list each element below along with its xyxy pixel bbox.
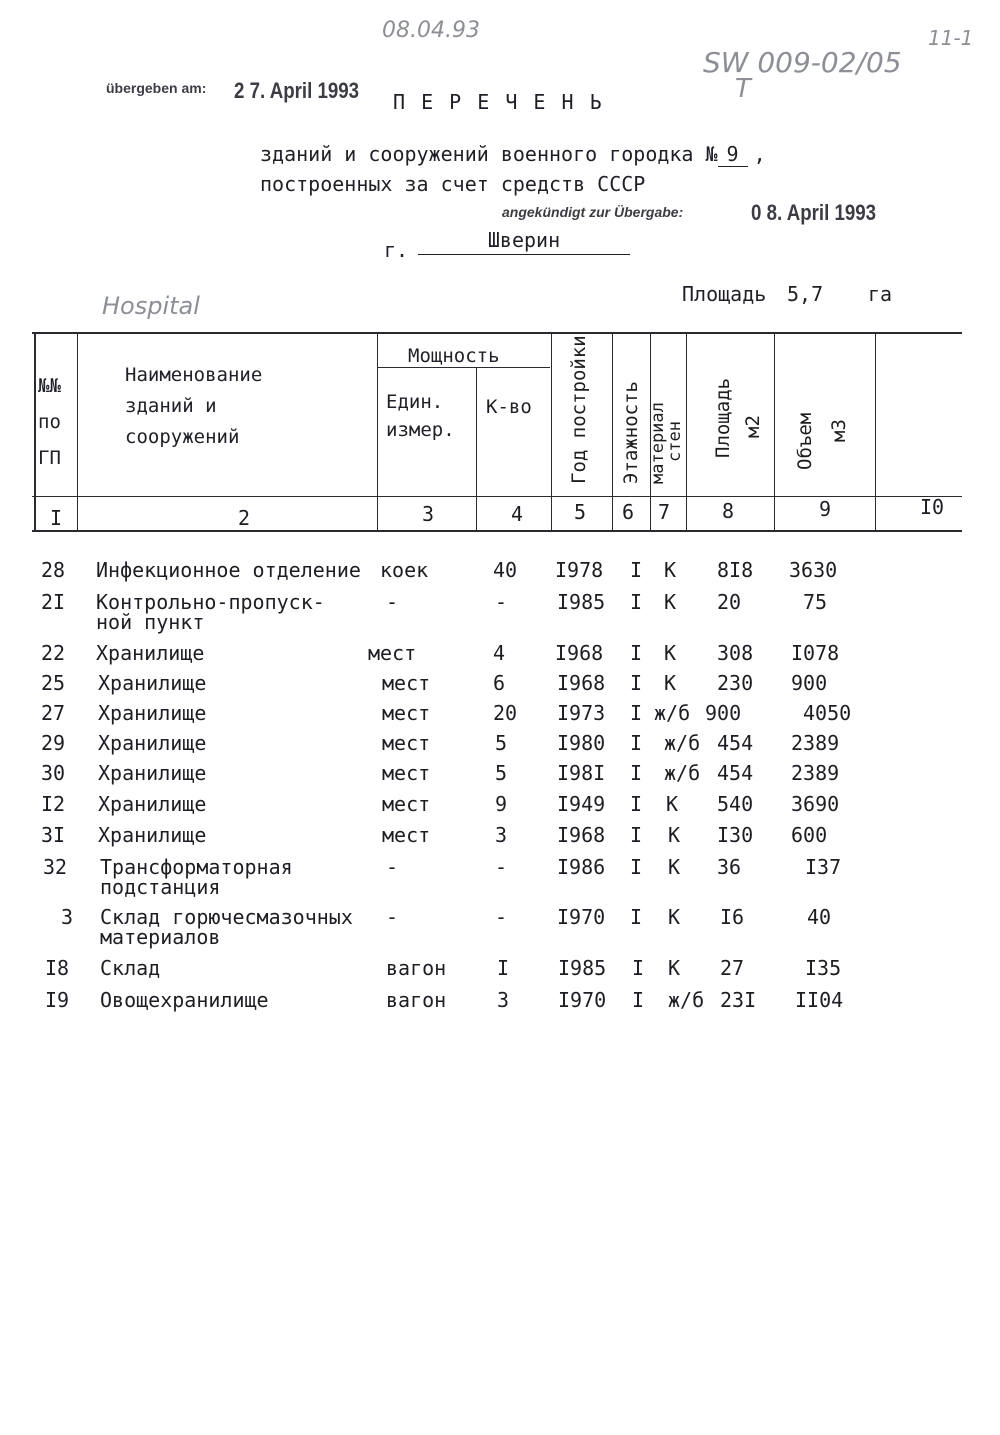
cell-no: I2 <box>40 792 66 816</box>
header-unit-line: измер. <box>386 419 455 441</box>
header-no <box>38 368 61 476</box>
cell-name-line: подстанция <box>100 875 221 899</box>
cell-name-line: Хранилище <box>98 823 207 847</box>
cell-name-line: Хранилище <box>98 761 207 785</box>
cell-qty: 4 <box>493 641 506 665</box>
cell-qty: 6 <box>493 671 506 695</box>
cell-wall: ж/б <box>654 701 691 725</box>
cell-no: 22 <box>40 641 66 665</box>
cell-area: I30 <box>717 823 754 847</box>
cell-name <box>98 794 206 814</box>
header-name-line: сооружений <box>125 426 240 448</box>
col-number: 3 <box>422 502 435 526</box>
header-name <box>125 360 262 453</box>
subtitle-text: зданий и сооружений военного городка № <box>260 142 718 166</box>
cell-qty: 20 <box>493 701 518 725</box>
cell-no: I8 <box>44 956 70 980</box>
cell-name-line: Хранилище <box>98 731 207 755</box>
cell-volume: 75 <box>803 590 828 614</box>
cell-floors: I <box>630 855 643 879</box>
cell-year: I968 <box>555 641 604 665</box>
cell-name-line: Хранилище <box>98 701 207 725</box>
cell-wall: К <box>668 823 681 847</box>
header-name-line: зданий и <box>125 395 217 417</box>
cell-no: I9 <box>44 988 70 1012</box>
cell-area: 454 <box>717 731 754 755</box>
cell-name-line: Трансформаторная <box>100 855 293 879</box>
cell-area: 20 <box>717 590 742 614</box>
cell-floors: I <box>630 731 643 755</box>
cell-volume: 3630 <box>789 558 838 582</box>
cell-floors: I <box>630 761 643 785</box>
header-volume-line: Объем <box>794 412 816 470</box>
cell-year: I980 <box>557 731 606 755</box>
header-volume <box>788 413 856 470</box>
cell-volume: 2389 <box>791 731 840 755</box>
cell-qty: - <box>495 905 508 929</box>
city-name: Шверин <box>418 228 630 255</box>
header-no-line: по <box>38 411 61 433</box>
cell-unit: мест <box>382 701 431 725</box>
cell-unit: - <box>386 590 399 614</box>
grid-v2 <box>377 332 378 532</box>
cell-name-line: Овощехранилище <box>100 988 269 1012</box>
cell-qty: 9 <box>495 792 508 816</box>
cell-floors: I <box>632 988 645 1012</box>
cell-floors: I <box>630 641 643 665</box>
announced-stamp-label: angekündigt zur Übergabe: <box>502 204 684 220</box>
cell-name <box>96 560 361 580</box>
cell-area: 36 <box>717 855 742 879</box>
cell-name-line: Контрольно-пропуск- <box>96 590 325 614</box>
grid-capacity-sub <box>378 367 550 368</box>
cell-unit: - <box>386 905 399 929</box>
cell-floors: I <box>630 558 643 582</box>
grid-v7 <box>686 332 687 532</box>
cell-name-line: Склад <box>100 956 161 980</box>
cell-area: 900 <box>705 701 742 725</box>
cell-name-line: Склад горючесмазочных <box>100 905 353 929</box>
cell-name-line: Хранилище <box>98 671 207 695</box>
handwritten-reference-mark: T <box>735 74 751 104</box>
cell-volume: I078 <box>791 641 840 665</box>
cell-name <box>96 592 325 632</box>
cell-floors: I <box>630 671 643 695</box>
cell-floors: I <box>630 590 643 614</box>
cell-year: I949 <box>557 792 606 816</box>
col-number: 7 <box>658 500 671 524</box>
cell-year: I985 <box>557 590 606 614</box>
grid-v0 <box>34 332 36 532</box>
col-number: 2 <box>238 506 251 530</box>
cell-area: 308 <box>717 641 754 665</box>
cell-name-line: Хранилище <box>96 641 205 665</box>
cell-volume: II04 <box>795 988 844 1012</box>
cell-volume: 40 <box>807 905 832 929</box>
cell-year: I986 <box>557 855 606 879</box>
cell-floors: I <box>630 905 643 929</box>
cell-wall: ж/б <box>664 761 701 785</box>
grid-top <box>32 332 962 334</box>
cell-name-line: материалов <box>100 925 221 949</box>
header-unit-line: Един. <box>386 391 444 413</box>
header-wall-line: материал <box>648 402 668 484</box>
cell-volume: 3690 <box>791 792 840 816</box>
area-label: Площадь <box>682 282 767 306</box>
cell-name <box>100 990 269 1010</box>
cell-name <box>98 733 206 753</box>
cell-area: I6 <box>720 905 745 929</box>
grid-v5 <box>612 332 613 532</box>
col-number: 6 <box>622 500 635 524</box>
cell-wall: К <box>664 558 677 582</box>
cell-year: I970 <box>557 905 606 929</box>
cell-qty: - <box>495 590 508 614</box>
col-number: I <box>50 506 63 530</box>
cell-wall: К <box>664 671 677 695</box>
cell-unit: вагон <box>386 988 447 1012</box>
col-number: 5 <box>574 500 587 524</box>
header-name-line: Наименование <box>125 364 263 386</box>
cell-floors: I <box>630 823 643 847</box>
cell-year: I970 <box>558 988 607 1012</box>
header-area <box>708 378 768 458</box>
cell-volume: 600 <box>791 823 828 847</box>
cell-wall: К <box>666 792 679 816</box>
cell-volume: 2389 <box>791 761 840 785</box>
header-floors: Этажность <box>620 381 642 484</box>
grid-v1 <box>77 332 78 532</box>
cell-wall: ж/б <box>664 731 701 755</box>
header-area-line: м2 <box>742 415 764 438</box>
cell-year: I968 <box>557 671 606 695</box>
cell-name <box>98 825 206 845</box>
cell-volume: I37 <box>805 855 842 879</box>
cell-area: 540 <box>717 792 754 816</box>
cell-volume: 4050 <box>803 701 852 725</box>
header-year: Год постройки <box>568 335 590 484</box>
handwritten-corner-mark: 11-1 <box>928 26 974 50</box>
cell-name-line: Инфекционное отделение <box>96 558 361 582</box>
subtitle-line-2: построенных за счет средств СССР <box>260 172 646 196</box>
cell-area: 8I8 <box>717 558 754 582</box>
header-area-line: Площадь <box>712 377 734 458</box>
cell-qty: I <box>497 956 510 980</box>
cell-qty: 3 <box>495 823 508 847</box>
cell-name <box>98 763 206 783</box>
cell-no: 2I <box>40 590 66 614</box>
cell-wall: К <box>668 855 681 879</box>
cell-qty: 5 <box>495 731 508 755</box>
cell-name-line: ной пункт <box>96 610 205 634</box>
cell-no: 29 <box>40 731 66 755</box>
cell-area: 23I <box>720 988 757 1012</box>
cell-unit: коек <box>380 558 429 582</box>
header-no-line: ГП <box>38 447 61 469</box>
grid-v9 <box>875 332 876 532</box>
handwritten-date: 08.04.93 <box>382 18 480 43</box>
grid-v4 <box>551 332 552 532</box>
header-wall-line: стен <box>665 421 685 462</box>
subtitle-line-1 <box>260 142 766 167</box>
cell-area: 454 <box>717 761 754 785</box>
col-number: I0 <box>920 495 945 519</box>
area-value: 5,7 <box>787 282 824 306</box>
handwritten-hospital-note: Hospital <box>102 292 200 320</box>
subtitle-end: , <box>753 142 766 166</box>
col-number: 9 <box>819 497 832 521</box>
cell-no: 28 <box>40 558 66 582</box>
cell-year: I968 <box>557 823 606 847</box>
grid-v8 <box>774 332 775 532</box>
document-title: П Е Р Е Ч Е Н Ь <box>393 90 604 114</box>
cell-name <box>100 907 353 947</box>
cell-unit: мест <box>382 671 431 695</box>
handed-over-stamp-label: übergeben am: <box>106 80 207 96</box>
town-number: 9 <box>718 142 748 167</box>
cell-unit: мест <box>382 823 431 847</box>
cell-unit: вагон <box>386 956 447 980</box>
cell-unit: мест <box>382 761 431 785</box>
cell-qty: 40 <box>493 558 518 582</box>
grid-bottom <box>32 530 962 532</box>
cell-unit: мест <box>382 792 431 816</box>
cell-year: I985 <box>558 956 607 980</box>
cell-qty: 5 <box>495 761 508 785</box>
cell-area: 27 <box>720 956 745 980</box>
col-number: 4 <box>511 502 524 526</box>
cell-no: 32 <box>42 855 68 879</box>
city-prefix: г. <box>384 238 409 262</box>
cell-no: 3 <box>60 905 74 929</box>
handwritten-reference-code: SW 009-02/05 <box>703 46 902 79</box>
cell-qty: 3 <box>497 988 510 1012</box>
announced-stamp-date: 0 8. April 1993 <box>751 200 877 225</box>
cell-year: I978 <box>555 558 604 582</box>
cell-year: I973 <box>557 701 606 725</box>
area-unit: га <box>868 282 893 306</box>
cell-wall: К <box>668 905 681 929</box>
cell-name <box>96 643 204 663</box>
cell-wall: К <box>664 590 677 614</box>
handed-over-stamp-date: 2 7. April 1993 <box>234 78 360 103</box>
cell-volume: I35 <box>805 956 842 980</box>
cell-qty: - <box>495 855 508 879</box>
cell-name <box>98 673 206 693</box>
cell-area: 230 <box>717 671 754 695</box>
cell-unit: - <box>386 855 399 879</box>
cell-no: 27 <box>40 701 66 725</box>
header-capacity: Мощность <box>408 345 500 367</box>
header-volume-line: м3 <box>828 419 850 442</box>
cell-volume: 900 <box>791 671 828 695</box>
cell-no: 25 <box>40 671 66 695</box>
cell-floors: I <box>632 956 645 980</box>
cell-name <box>100 958 160 978</box>
header-qty: К-во <box>486 396 532 418</box>
cell-no: 3I <box>40 823 66 847</box>
cell-name <box>98 703 206 723</box>
grid-v3 <box>476 367 477 532</box>
cell-floors: I <box>630 701 643 725</box>
cell-no: 30 <box>40 761 66 785</box>
cell-name-line: Хранилище <box>98 792 207 816</box>
header-unit <box>386 388 455 444</box>
cell-wall: К <box>668 956 681 980</box>
cell-floors: I <box>630 792 643 816</box>
cell-year: I98I <box>557 761 606 785</box>
cell-unit: мест <box>368 641 417 665</box>
col-number: 8 <box>722 499 735 523</box>
cell-name <box>100 857 293 897</box>
cell-unit: мест <box>382 731 431 755</box>
cell-wall: К <box>664 641 677 665</box>
header-wall-material <box>650 402 684 484</box>
cell-wall: ж/б <box>668 988 705 1012</box>
header-no-line: №№ <box>38 375 61 397</box>
